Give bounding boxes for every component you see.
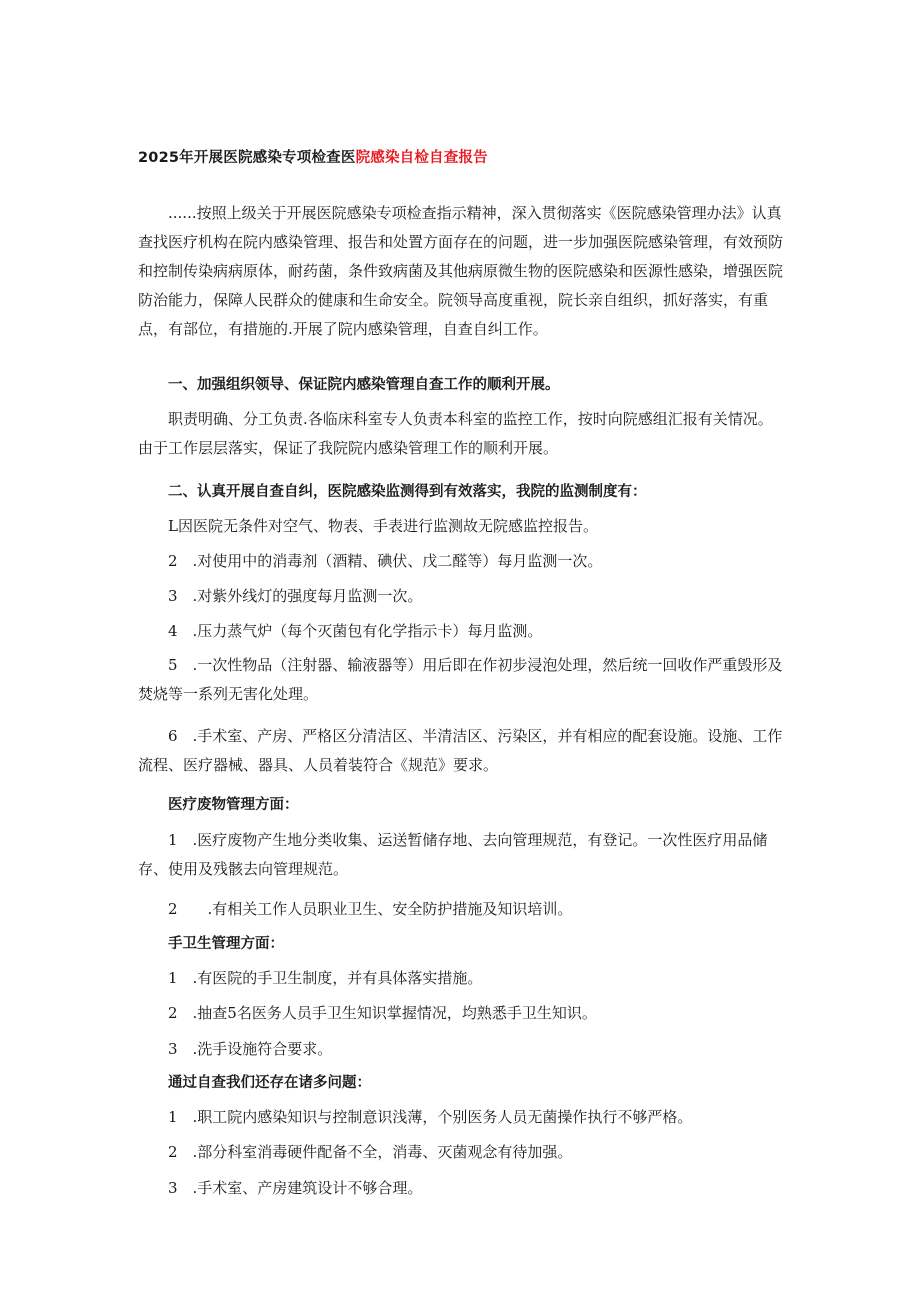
problem-item-1: 1 .职工院内感染知识与控制意识浅薄，个别医务人员无菌操作执行不够严格。 [168, 1108, 693, 1126]
waste-heading: 医疗废物管理方面： [168, 797, 299, 813]
document-title [138, 146, 488, 167]
intro-paragraph: ......按照上级关于开展医院感染专项检查指示精神，深入贯彻落实《医院感染管理办法》认真查找医疗机构在院内感染管理、报告和处置方面存在的问题，进一步加强医院感染管理，有效预防和控制传染病病原体，耐药菌，条件致病菌及其他病原微生物的医院感染和医源性感染，增强医院防治能力，保障人民群众的健康和生命安全。院领导高度重视，院长亲自组织，抓好落实，有重点，有部位，有措施的.开展了院内感染管理，自查自纠工作。 [138, 204, 784, 338]
monitor-item-2: 2 .对使用中的消毒剂（酒精、碘伏、戊二醛等）每月监测一次。 [168, 552, 603, 570]
monitor-item-3: 3 .对紫外线灯的强度每月监测一次。 [168, 587, 423, 605]
title-highlight: 院感染自检自查报告 [355, 150, 488, 166]
monitor-item-6: 6 .手术室、产房、严格区分清洁区、半清洁区、污染区，并有相应的配套设施。设施、工作流程、医疗器械、器具、人员着装符合《规范》要求。 [138, 727, 783, 774]
waste-item-1: 1 .医疗废物产生地分类收集、运送暂储存地、去向管理规范，有登记。一次性医疗用品储存、使用及残骸去向管理规范。 [138, 831, 768, 878]
title-main: 2025年开展医院感染专项检查医 [138, 150, 356, 166]
section1-paragraph: 职责明确、分工负责.各临床科室专人负责本科室的监控工作，按时向院感组汇报有关情况。由于工作层层落实，保证了我院院内感染管理工作的顺利开展。 [138, 410, 773, 457]
monitor-item-5: 5 .一次性物品（注射器、输液器等）用后即在作初步浸泡处理，然后统一回收作严重毁形及焚烧等一系列无害化处理。 [138, 656, 783, 703]
monitor-item-4: 4 .压力蒸气炉（每个灭菌包有化学指示卡）每月监测。 [168, 622, 543, 640]
hand-item-1: 1 .有医院的手卫生制度，并有具体落实措施。 [168, 969, 483, 987]
waste-item-2: 2 .有相关工作人员职业卫生、安全防护措施及知识培训。 [168, 900, 573, 918]
problems-heading: 通过自查我们还存在诸多问题： [168, 1075, 371, 1091]
monitor-item-1: L因医院无条件对空气、物表、手表进行监测故无院感监控报告。 [168, 517, 598, 535]
problem-item-3: 3 .手术室、产房建筑设计不够合理。 [168, 1179, 423, 1197]
section2-heading: 二、认真开展自查自纠，医院感染监测得到有效落实，我院的监测制度有： [168, 484, 647, 500]
hand-heading: 手卫生管理方面： [168, 936, 284, 952]
section1-heading: 一、加强组织领导、保证院内感染管理自查工作的顺利开展。 [168, 377, 560, 393]
hand-item-3: 3 .洗手设施符合要求。 [168, 1040, 333, 1058]
hand-item-2: 2 .抽查5名医务人员手卫生知识掌握情况，均熟悉手卫生知识。 [168, 1004, 597, 1022]
problem-item-2: 2 .部分科室消毒硬件配备不全，消毒、灭菌观念有待加强。 [168, 1143, 573, 1161]
